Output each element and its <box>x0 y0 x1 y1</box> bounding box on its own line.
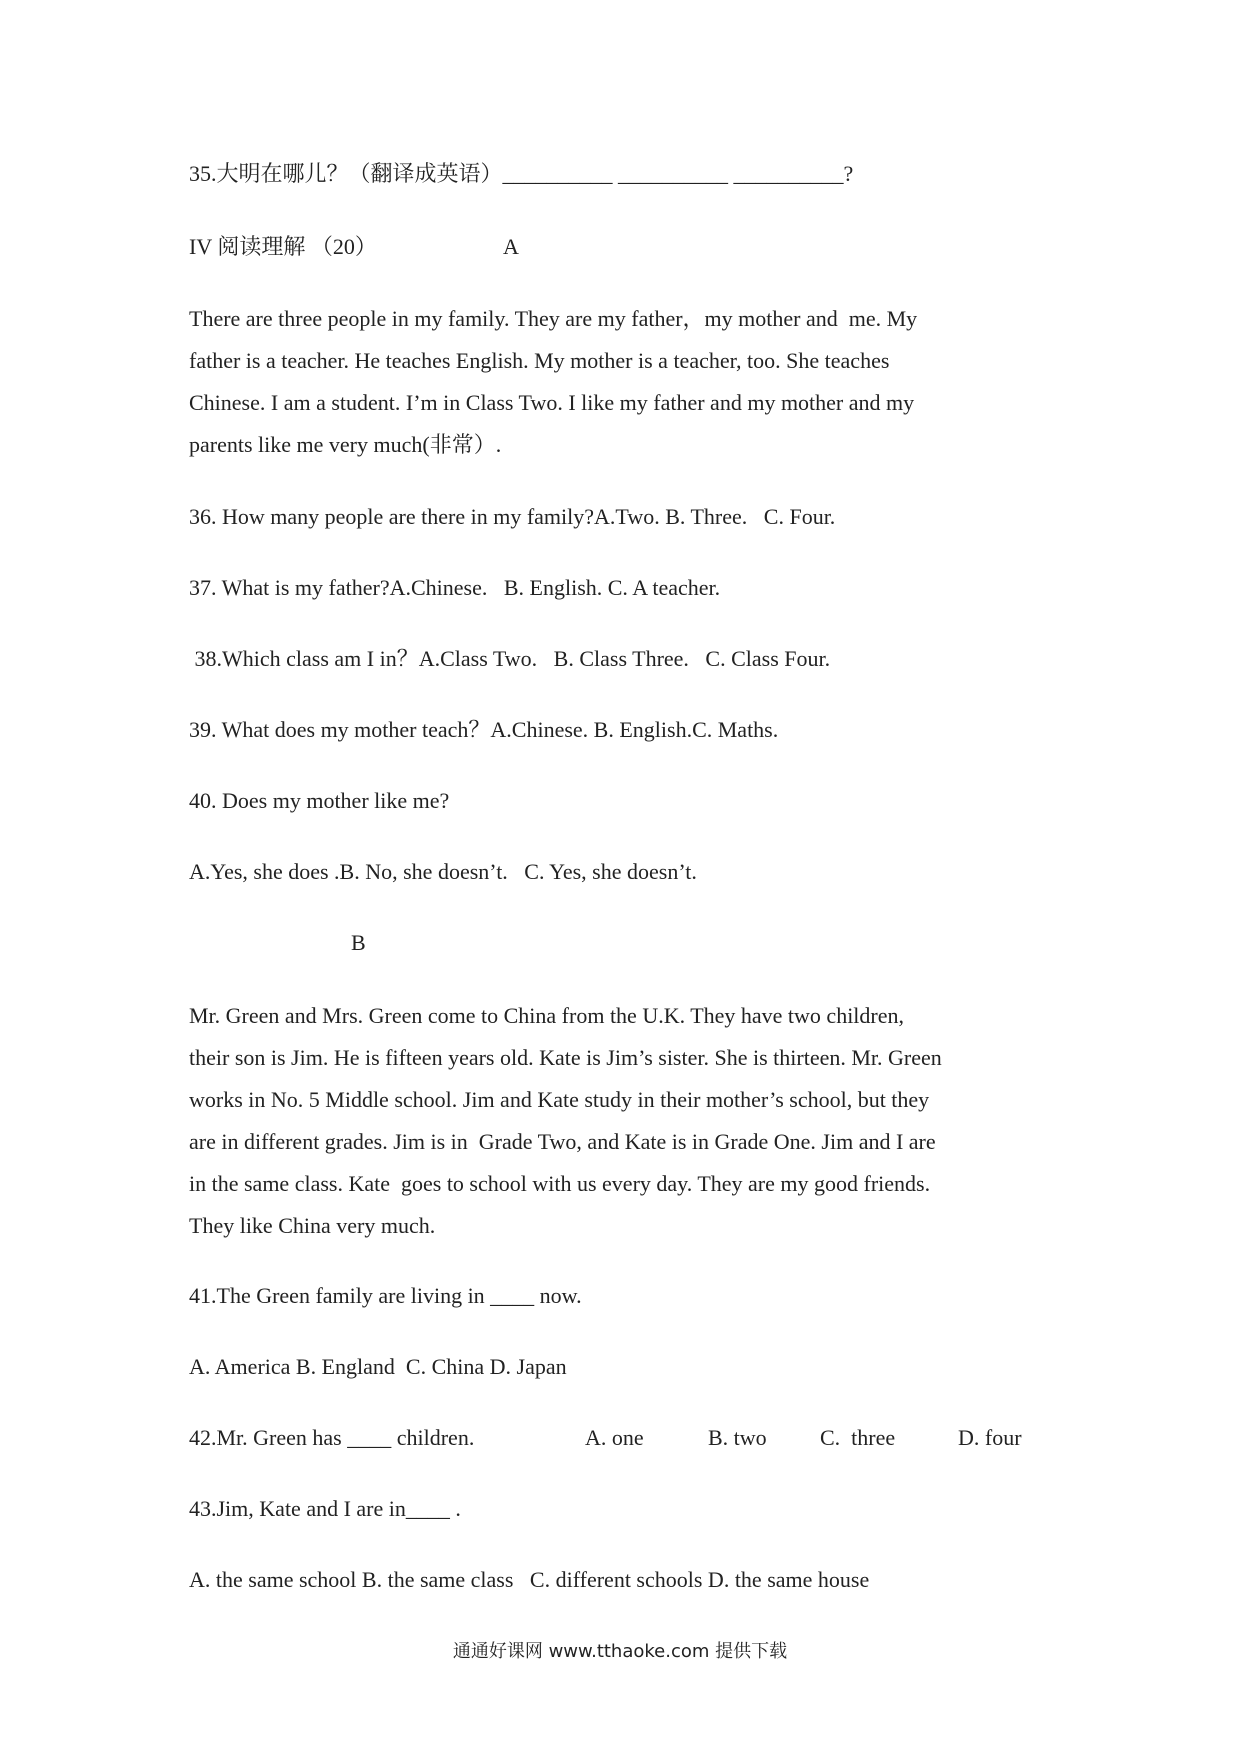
section-title: IV 阅读理解 （20） <box>189 234 377 259</box>
question-38: 38.Which class am I in？A.Class Two. B. Class Three. C. Class Four. <box>189 646 831 671</box>
question-43-options: A. the same school B. the same class C. different schools D. the same house <box>189 1567 870 1592</box>
passage-a <box>189 298 1069 466</box>
question-42-option-b: B. two <box>708 1425 767 1450</box>
passage-a-line: father is a teacher. He teaches English. My mother is a teacher, too. She teaches <box>189 348 890 373</box>
passage-b-line: Mr. Green and Mrs. Green come to China from the U.K. They have two children, <box>189 1003 905 1028</box>
passage-a-line: Chinese. I am a student. I’m in Class Two. I like my father and my mother and my <box>189 390 915 415</box>
passage-b-line: are in different grades. Jim is in Grade Two, and Kate is in Grade One. Jim and I are <box>189 1129 936 1154</box>
question-40-options: A.Yes, she does .B. No, she doesn’t. C. Yes, she doesn’t. <box>189 859 697 884</box>
passage-a-line: parents like me very much(非常）. <box>189 432 502 457</box>
passage-b-line: in the same class. Kate goes to school with us every day. They are my good friends. <box>189 1171 931 1196</box>
page-footer: 通通好课网 www.tthaoke.com 提供下载 <box>452 1641 788 1662</box>
passage-a-label: A <box>503 234 519 259</box>
question-42-option-a: A. one <box>585 1425 644 1450</box>
question-40: 40. Does my mother like me? <box>189 788 450 813</box>
passage-b-line: their son is Jim. He is fifteen years old. Kate is Jim’s sister. She is thirteen. Mr. Green <box>189 1045 942 1070</box>
passage-b-line: works in No. 5 Middle school. Jim and Kate study in their mother’s school, but they <box>189 1087 930 1112</box>
passage-a-line: There are three people in my family. They are my father，my mother and me. My <box>189 306 918 331</box>
question-37: 37. What is my father?A.Chinese. B. English. C. A teacher. <box>189 575 721 600</box>
question-42-option-d: D. four <box>958 1425 1022 1450</box>
question-43: 43.Jim, Kate and I are in____ . <box>189 1496 461 1521</box>
question-41: 41.The Green family are living in ____ now. <box>189 1283 582 1308</box>
question-35: 35.大明在哪儿？（翻译成英语）__________ __________ __________? <box>189 161 854 186</box>
passage-b <box>189 995 1069 1247</box>
passage-b-line: They like China very much. <box>189 1213 436 1238</box>
question-41-options: A. America B. England C. China D. Japan <box>189 1354 567 1379</box>
passage-b-label: B <box>351 930 366 955</box>
question-42-option-c: C. three <box>820 1425 896 1450</box>
question-42: 42.Mr. Green has ____ children. <box>189 1425 475 1450</box>
question-36: 36. How many people are there in my family?A.Two. B. Three. C. Four. <box>189 504 836 529</box>
question-39: 39. What does my mother teach？A.Chinese. B. English.C. Maths. <box>189 717 779 742</box>
